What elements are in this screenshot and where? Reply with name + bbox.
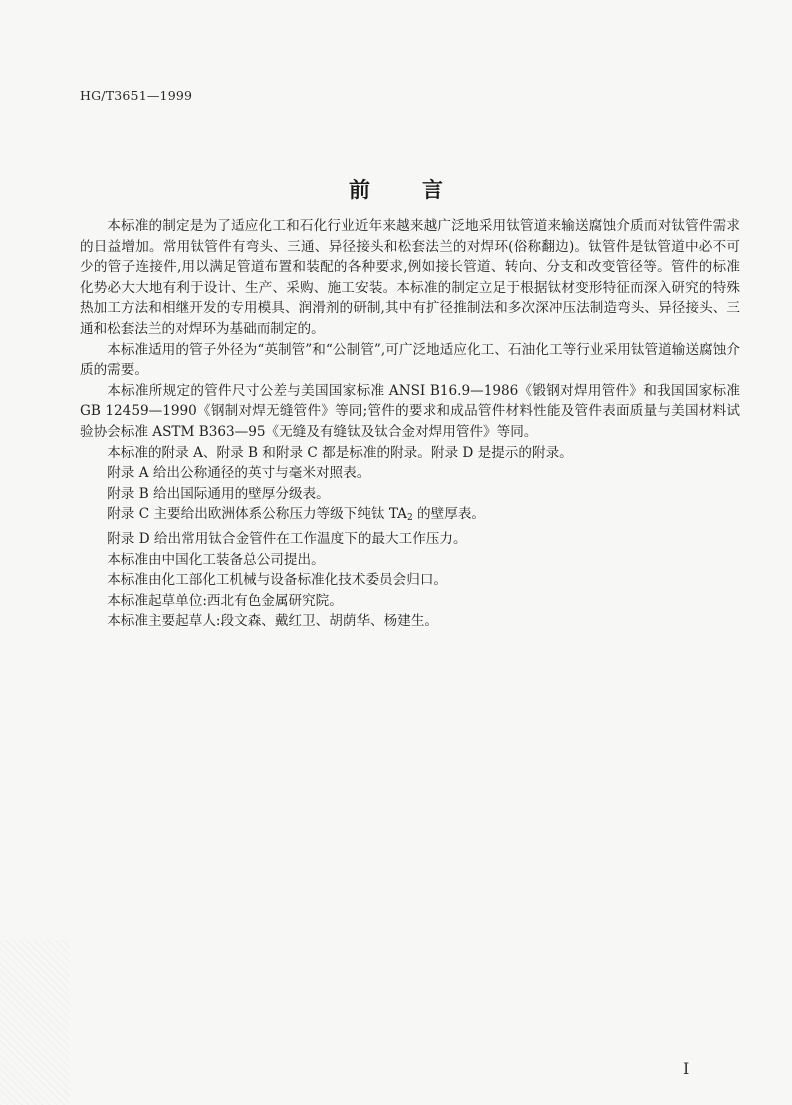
- title-part-2: 言: [422, 177, 443, 202]
- scan-speckle: [0, 940, 70, 1105]
- paragraph-drafters: 本标准主要起草人:段文森、戴红卫、胡荫华、杨建生。: [107, 613, 439, 630]
- ta-subscript: 2: [406, 513, 413, 524]
- paragraph-purpose: 本标准的制定是为了适应化工和石化行业近年来越来越广泛地采用钛管道来输送腐蚀介质而对钛管件需求的日益增加。常用钛管件有弯头、三通、异径接头和松套法兰的对焊环(俗称翻边)。钛管件是钛管道中必不可少的管子连接件,用以满足管道布置和装配的各种要求,例如接长管道、转向、分支和改变管径等。管件的标准化势必大大地有利于设计、生产、采购、施工安装。本标准的制定立足于根据钛材变形特征而深入研究的特殊热加工方法和相继开发的专用模具、润滑剂的研制,其中有扩径推制法和多次深冲压法制造弯头、异径接头、三通和松套法兰的对焊环为基础而制定的。: [80, 218, 740, 337]
- paragraph-proposer: 本标准由中国化工装备总公司提出。: [107, 551, 325, 568]
- paragraph-committee: 本标准由化工部化工机械与设备标准化技术委员会归口。: [107, 572, 448, 589]
- paragraph-appendix-c: [80, 504, 740, 529]
- standard-code: HG/T3651—1999: [80, 88, 193, 103]
- paragraph-scope: 本标准适用的管子外径为“英制管”和“公制管”,可广泛地适应化工、石油化工等行业采用钛管道输送腐蚀介质的需要。: [80, 341, 740, 379]
- paragraph-appendix-d: 附录 D 给出常用钛合金管件在工作温度下的最大工作压力。: [107, 530, 467, 547]
- paragraph-drafting-unit: 本标准起草单位:西北有色金属研究院。: [107, 592, 343, 609]
- preface-body: [80, 216, 740, 632]
- page-title: [0, 174, 792, 204]
- paragraph-appendix-a: 附录 A 给出公称通径的英寸与毫米对照表。: [107, 465, 371, 482]
- paragraph-appendix-b: 附录 B 给出国际通用的壁厚分级表。: [107, 485, 330, 502]
- appendix-c-text-end: 的壁厚表。: [412, 506, 486, 523]
- appendix-c-text: 附录 C 主要给出欧洲体系公称压力等级下纯钛 TA: [107, 506, 407, 523]
- page-number: I: [683, 1059, 690, 1078]
- title-part-1: 前: [349, 177, 370, 202]
- paragraph-equivalence: 本标准所规定的管件尺寸公差与美国国家标准 ANSI B16.9—1986《锻钢对焊用管件》和我国国家标准 GB 12459—1990《钢制对焊无缝管件》等同;管件的要求和成品管件材料性能及管件表面质量与美国材料试验协会标准 ASTM B363—95《无缝及有缝钛及钛合金对焊用管件》等同。: [80, 382, 740, 440]
- paragraph-appendix-types: 本标准的附录 A、附录 B 和附录 C 都是标准的附录。附录 D 是提示的附录。: [107, 444, 573, 461]
